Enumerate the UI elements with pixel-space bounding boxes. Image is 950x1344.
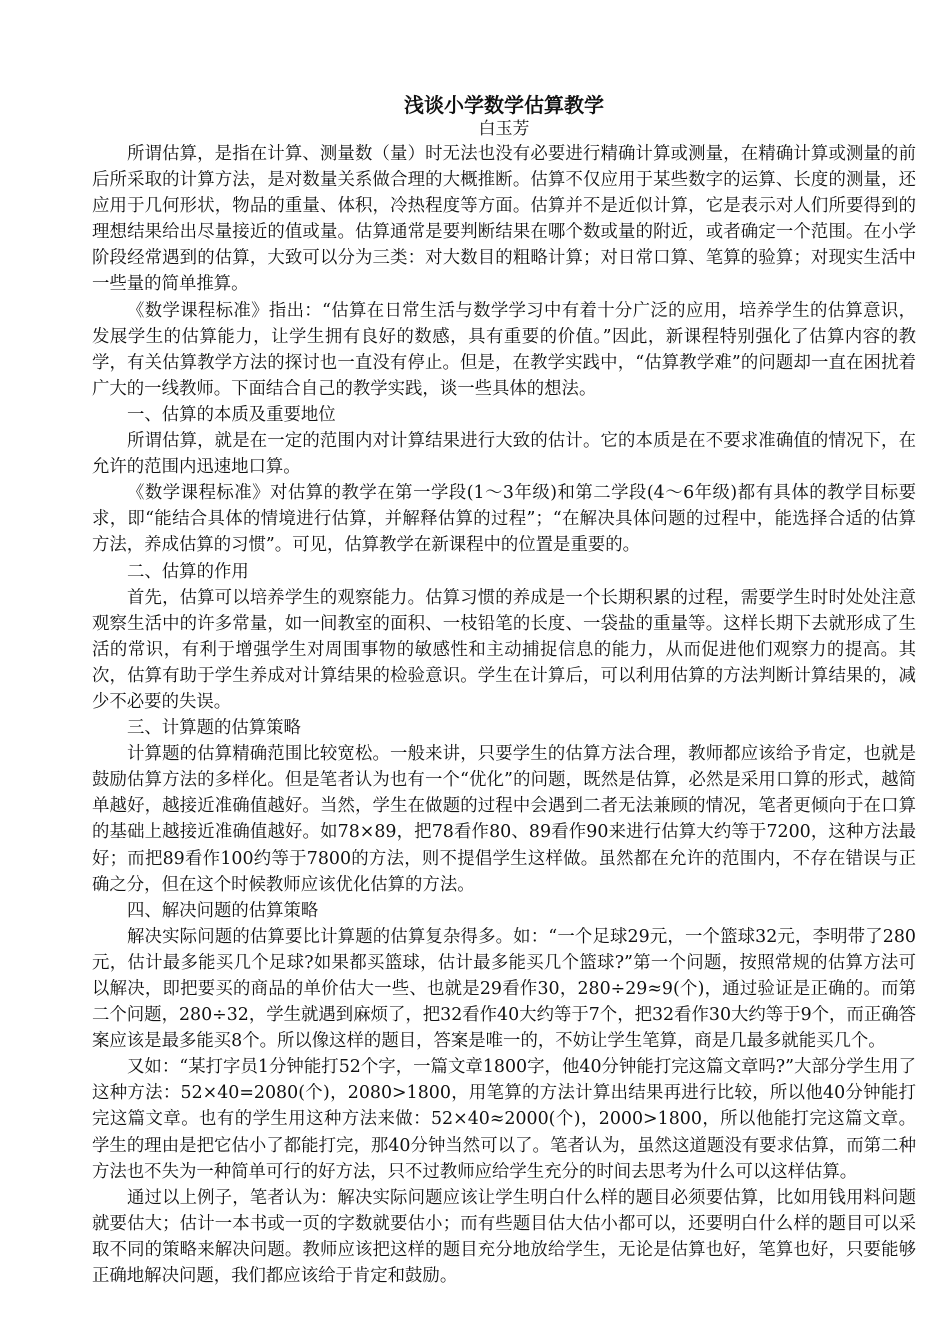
section-heading-3: 三、计算题的估算策略: [127, 718, 301, 739]
paragraph-teaching-goals: 《数学课程标准》对估算的教学在第一学段(1～3年级)和第二学段(4～6年级)都有具体的教学目标要求，即“能结合具体的情境进行估算，并解释估算的过程”；“在解决具体问题的过程中，能选择合适的估算方法，养成估算的习惯”。可见，估算教学在新课程中的位置是重要的。: [92, 483, 916, 556]
paragraph-curriculum-standard: 《数学课程标准》指出：“估算在日常生活与数学学习中有着十分广泛的应用，培养学生的估算意识，发展学生的估算能力，让学生拥有良好的数感，具有重要的价值。”因此，新课程特别强化了估算内容的教学，有关估算教学方法的探讨也一直没有停止。但是，在教学实践中，“估算教学难”的问题却一直在困扰着广大的一线教师。下面结合自己的教学实践，谈一些具体的想法。: [92, 300, 916, 399]
paragraph-functions: 首先，估算可以培养学生的观察能力。估算习惯的养成是一个长期积累的过程，需要学生时时处处注意观察生活中的许多常量，如一间教室的面积、一枝铅笔的长度、一袋盐的重量等。这样长期下去就形成了生活的常识，有利于增强学生对周围事物的敏感性和主动捕捉信息的能力，从而促进他们观察力的提高。其次，估算有助于学生养成对计算结果的检验意识。学生在计算后，可以利用估算的方法判断计算结果的，减少不必要的失误。: [92, 587, 916, 712]
section-heading-1: 一、估算的本质及重要地位: [127, 404, 336, 425]
paragraph-calculation-strategy: 计算题的估算精确范围比较宽松。一般来讲，只要学生的估算方法合理，教师都应该给予肯定，也就是鼓励估算方法的多样化。但是笔者认为也有一个“优化”的问题，既然是估算，必然是采用口算的形式，越简单越好，越接近准确值越好。当然，学生在做题的过程中会遇到二者无法兼顾的情况，笔者更倾向于在口算的基础上越接近准确值越好。如78×89，把78看作80、89看作90来进行估算大约等于7200，这种方法最好；而把89看作100约等于7800的方法，则不提倡学生这样做。虽然都在允许的范围内，不存在错误与正确之分，但在这个时候教师应该优化估算的方法。: [92, 744, 916, 895]
paragraph-intro-definition: 所谓估算，是指在计算、测量数（量）时无法也没有必要进行精确计算或测量，在精确计算或测量的前后所采取的计算方法，是对数量关系做合理的大概推断。估算不仅应用于某些数字的运算、长度的测量，还应用于几何形状，物品的重量、体积，冷热程度等方面。估算并不是近似计算，它是表示对人们所要得到的理想结果给出尽量接近的值或量。估算通常是要判断结果在哪个数或量的附近，或者确定一个范围。在小学阶段经常遇到的估算，大致可以分为三类：对大数目的粗略计算；对日常口算、笔算的验算；对现实生活中一些量的简单推算。: [92, 144, 916, 295]
paragraph-problem-example-balls: 解决实际问题的估算要比计算题的估算复杂得多。如：“一个足球29元，一个篮球32元，李明带了280元，估计最多能买几个足球?如果都买篮球，估计最多能买几个篮球?”第一个问题，按照常规的估算方法可以解决，即把要买的商品的单价估大一些、也就是29看作30，280÷29≈9(个)，通过验证是正确的。而第二个问题，280÷32，学生就遇到麻烦了，把32看作40大约等于7个，把32看作30大约等于9个，而正确答案应该是最多能买8个。所以像这样的题目，答案是唯一的，不妨让学生笔算，商是几最多就能买几个。: [92, 926, 916, 1052]
section-heading-4: 四、解决问题的估算策略: [127, 900, 319, 921]
paragraph-problem-example-typing: 又如：“某打字员1分钟能打52个字，一篇文章1800字，他40分钟能打完这篇文章吗?”大部分学生用了这种方法：52×40=2080(个)，2080>1800，用笔算的方法计算出结果再进行比较，所以他40分钟能打完这篇文章。也有的学生用这种方法来做：52×40≈2000(个)，2000>1800，所以他能打完这篇文章。学生的理由是把它估小了都能打完，那40分钟当然可以了。笔者认为，虽然这道题没有要求估算，而第二种方法也不失为一种简单可行的好方法，只不过教师应给学生充分的时间去思考为什么可以这样估算。: [92, 1057, 916, 1182]
author-name: 白玉芳: [478, 119, 530, 139]
page-title: 浅谈小学数学估算教学: [404, 93, 604, 117]
paragraph-conclusion: 通过以上例子，笔者认为：解决实际问题应该让学生明白什么样的题目必须要估算，比如用钱用料问题就要估大；估计一本书或一页的字数就要估小；而有些题目估大估小都可以，还要明白什么样的题目可以采取不同的策略来解决问题。教师应该把这样的题目充分地放给学生，无论是估算也好，笔算也好，只要能够正确地解决问题，我们都应该给于肯定和鼓励。: [92, 1187, 916, 1287]
section-heading-2: 二、估算的作用: [127, 561, 249, 582]
paragraph-essence: 所谓估算，就是在一定的范围内对计算结果进行大致的估计。它的本质是在不要求准确值的情况下，在允许的范围内迅速地口算。: [92, 431, 916, 478]
